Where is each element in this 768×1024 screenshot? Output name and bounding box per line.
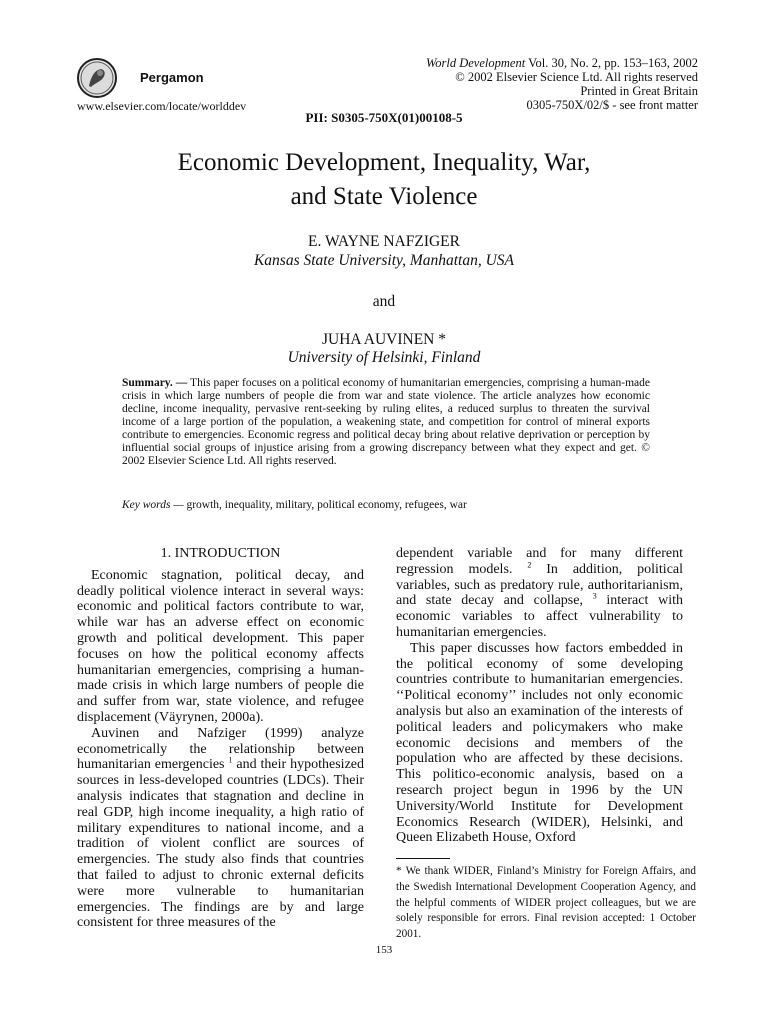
footnote-ref[interactable]: 1 [228, 755, 233, 765]
paragraph-text: and their hypothesized sources in less-developed countries (LDCs). Their analysis indicates that stagnation and decline in real GDP, high income inequality, a high ratio of military expenditures to national income, and a tradition of violent conflict are sources of emergencies. The study also finds that countries that failed to adjust to chronic external deficits were more vulnerable to humanitarian emergencies. The findings are by and large consistent for three measures of the [77, 757, 364, 931]
footnote-mark: * [396, 865, 402, 877]
abstract-text: This paper focuses on a political economy of humanitarian emergencies, comprising a human-made crisis in which large numbers of people die from war and state violence. The article analyzes how economic decline, income inequality, pervasive rent-seeking by ruling elites, a reduced surplus to threaten the survival income of a large portion of the population, a weakening state, and competition for control of mineral exports contribute to emergencies. Economic regress and political decay bring about relative deprivation or perception by influential social groups of injustice arising from a growing discrepancy between what they expect and get. © 2002 Elsevier Science Ltd. All rights reserved. [122, 377, 650, 467]
paragraph-text: dependent variable and for many different regression models. [396, 546, 683, 577]
page-number: 153 [375, 944, 393, 956]
title-line-1: Economic Development, Inequality, War, [177, 149, 591, 176]
abstract-label: Summary. — [122, 377, 188, 389]
keywords-label: Key words — [122, 499, 184, 511]
paragraph: Economic stagnation, political decay, and deadly political violence interact in several ways: economic and political factors contribute to war, while war has an adverse effect on economic growth and political development. This paper focuses on how the political economy affects humanitarian emergencies, comprising a human-made crisis in which large numbers of people die and suffer from war, state violence, and refugee displacement (Väyrynen, 2000a). [77, 567, 364, 725]
journal-volume: Vol. 30, No. 2, pp. 153–163, 2002 [525, 56, 698, 70]
pii-line: PII: S0305-750X(01)00108-5 [305, 110, 463, 125]
paragraph-text: Auvinen and Nafziger (1999) analyze econometrically the relationship between humanitarian emergencies [77, 725, 364, 773]
body-column-left [77, 546, 364, 931]
publisher-name: Pergamon [140, 70, 204, 85]
footnote-text: We thank WIDER, Finland’s Ministry for Foreign Affairs, and the Swedish International Development Cooperation Agency, and the helpful comments of WIDER project colleagues, but we are solely responsible for errors. Final revision accepted: 1 October 2001. [396, 865, 696, 941]
printed-line: Printed in Great Britain [580, 84, 698, 98]
elsevier-tree-icon [79, 60, 115, 96]
publisher-logo [77, 58, 117, 98]
section-heading: 1. INTRODUCTION [160, 546, 281, 561]
body-column-right [396, 546, 683, 846]
paragraph [396, 546, 683, 641]
author-2: JUHA AUVINEN * [322, 331, 446, 348]
copyright-line: © 2002 Elsevier Science Ltd. All rights reserved [455, 70, 698, 84]
footnote-ref[interactable]: 2 [527, 560, 532, 570]
title-line-2: and State Violence [290, 183, 478, 210]
journal-citation [318, 56, 698, 70]
paragraph-text: interact with economic variables to affect vulnerability to humanitarian emergencies. [396, 593, 683, 640]
footnote-divider [396, 858, 450, 859]
article-title [0, 146, 768, 214]
affiliation-1: Kansas State University, Manhattan, USA [253, 252, 515, 269]
journal-name: World Development [426, 56, 526, 70]
footnote-ref[interactable]: 3 [592, 591, 597, 601]
author-1: E. WAYNE NAFZIGER [308, 233, 460, 250]
affiliation-2: University of Helsinki, Finland [287, 349, 481, 366]
paragraph [77, 726, 364, 931]
author-conjunction: and [372, 293, 396, 310]
keywords-text: growth, inequality, military, political economy, refugees, war [183, 499, 467, 511]
journal-info [318, 56, 698, 112]
journal-url[interactable]: www.elsevier.com/locate/worlddev [77, 99, 247, 113]
paragraph: This paper discusses how factors embedded in the political economy of some developing countries contribute to humanitarian emergencies. ‘‘Political economy’’ includes not only economic analysis but also an examination of the interests of political leaders and policymakers who make economic decisions and members of the population who are affected by these decisions. This politico-economic analysis, based on a research project begun in 1996 by the UN University/World Institute for Development Economics Research (WIDER), Helsinki, and Queen Elizabeth House, Oxford [396, 640, 683, 846]
paragraph-text: In addition, political variables, such as predatory rule, authoritarianism, and state decay and collapse, [396, 561, 684, 609]
abstract [122, 377, 650, 468]
issn-line: 0305-750X/02/$ - see front matter [526, 98, 698, 112]
keywords [122, 499, 650, 511]
footnote [396, 864, 696, 943]
